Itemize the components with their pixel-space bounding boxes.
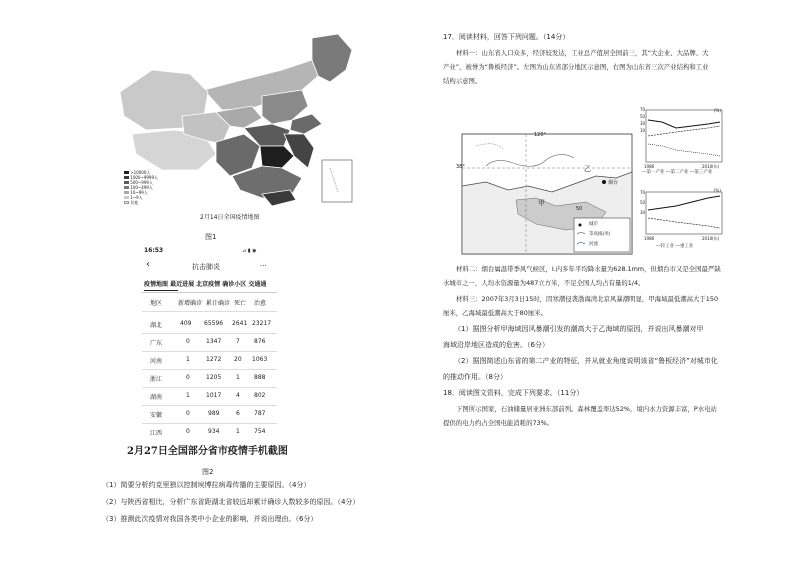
table-row[interactable]: 浙江 0 1205 1 888 — [142, 370, 277, 388]
top-chart-ylabel: (%) — [714, 108, 721, 113]
region-hubei — [260, 146, 294, 168]
top-chart-xtick-end: 2010(年) — [702, 164, 720, 169]
city-label: 烟台 — [608, 180, 619, 186]
q17-sub2-line1: （2）据图简述山东省的第二产业的特征，并从就业角度说明该省“鲁板经济”对城市化 — [454, 357, 718, 365]
legend-river: 河流 — [589, 242, 598, 247]
tab-bar[interactable]: 疫情地图 最近进展 北京疫情 确诊小区 交通通 — [144, 281, 267, 288]
label-yi: 乙 — [584, 165, 591, 173]
bottom-chart-xtick-start: 1986 — [644, 236, 655, 241]
table-row[interactable]: 江西 0 934 1 754 — [150, 428, 266, 437]
status-icons: ⊿ ▮ ◉ — [242, 248, 257, 254]
top-chart-yticks: 70 50 30 10 — [640, 107, 646, 133]
material1-line3: 结构示意图。 — [443, 77, 482, 85]
table-row[interactable]: 湖北 409 65596 2641 23217 — [142, 316, 277, 334]
table-row[interactable]: 安徽 0 989 6 787 — [142, 406, 277, 424]
table-row[interactable]: 广东 0 1347 7 876 — [142, 334, 277, 352]
phone-screenshot — [142, 246, 277, 441]
bottom-chart-yticks: 70 50 30 — [640, 190, 646, 215]
figure-2-label: 图2 — [202, 468, 214, 476]
q17-heading: 17．阅读材料，回答下列问题。（14分） — [443, 33, 570, 41]
divider — [142, 292, 277, 293]
table-row[interactable]: 河南 1 1272 20 1063 — [142, 352, 277, 370]
legend-city: 城市 — [589, 222, 598, 227]
bottom-chart-xtick-end: 2010(年) — [702, 236, 720, 241]
bottom-chart-legend: —轻工业 —重工业 — [656, 244, 694, 249]
q18-text-line2: 提供的电力约占全国电能消耗的73%。 — [443, 419, 554, 427]
status-time: 16:53 — [144, 247, 164, 254]
active-tab-underline — [144, 290, 178, 291]
label-jia: 甲 — [538, 199, 545, 207]
back-icon[interactable]: ‹ — [146, 259, 150, 270]
question-3: （3）推测此次疫情对我国各类中小企业的影响，并说出理由。（6分） — [102, 515, 318, 523]
material1-line2: 产业”，被誉为“鲁板经济”。左图为山东省部分地区示意图，右图为山东省三次产业结构和工业 — [443, 63, 709, 71]
inset-box — [322, 160, 352, 202]
map-legend: >10000人 1000~9999人 500~999人 100~499人 10~99人 1~9人 其他 — [124, 170, 158, 205]
figure-1-label: 图1 — [205, 233, 217, 241]
region-northeast — [312, 34, 352, 82]
top-chart-frame — [646, 110, 722, 162]
table-row[interactable]: 湖南 1 1017 4 802 — [142, 388, 277, 406]
question-1: （1）简要分析约克里独以控制埃博拉病毒传播的主要原因。（4分） — [102, 481, 311, 489]
material2-line1: 材料二：烟台属温带季风气候区，Ⅰ.内多年平均降水量为628.1mm，但烟台市又是全国最严缺 — [456, 265, 721, 273]
contour-value: 50 — [576, 206, 583, 212]
question-2: （2）与陕西省相比，分析广东省距湖北省较远却累计确诊人数较多的原因。（4分） — [102, 498, 360, 506]
material3-line2: 厘米，乙海域最低潮高大于80厘米。 — [443, 309, 547, 317]
q17-sub1-line1: （1）据图分析甲海域因风暴潮引发的潮高大于乙海域的原因，并说出风暴潮对甲 — [454, 325, 704, 333]
longitude-label: 120° — [534, 132, 547, 138]
table-header: 地区 新增确诊 累计确诊 死亡 治愈 — [142, 294, 277, 312]
shandong-diagram — [456, 106, 728, 258]
material2-line2: 水城市之一，人均水资源量为487立方米，不足全国人均占有量的1/4。 — [443, 279, 645, 287]
top-chart-legend: —第一产业 —第二产业 —第三产业 — [642, 170, 713, 175]
legend-contour: 等高线(米) — [589, 232, 611, 237]
phone-caption: 2月27日全国部分省市疫情手机截图 — [127, 446, 288, 457]
q17-sub2-line2: 的推动作用。（8分） — [443, 373, 507, 381]
bottom-chart-frame — [646, 192, 722, 234]
city-yantai-dot — [602, 180, 606, 184]
material1-line1: 材料一：山东省人口众多，经济较发达，工业总产值居全国前三，其“大企业、大品牌、大 — [456, 49, 709, 57]
more-icon[interactable]: ··· — [260, 262, 267, 270]
top-chart-xtick-start: 1986 — [644, 164, 655, 169]
latitude-label: 38° — [456, 164, 465, 170]
material3-line1: 材料三：2007年3月3日15时，因寒潮侵袭渤海湾北京风暴潮明显，甲海域最低潮高大于150 — [456, 295, 719, 303]
bottom-chart-ylabel: (%) — [714, 188, 721, 193]
map-caption: 2月14日全国疫情地图 — [200, 214, 260, 221]
q18-text-line1: 下图所示国家，石油储量居亚洲东部前列。森林覆盖率达52%，境内水力资源丰富，P水电站 — [456, 405, 717, 413]
nav-title: 抗击肺炎 — [192, 263, 220, 271]
q18-heading: 18．阅读图文资料，完成下列要求。（11分） — [443, 389, 584, 397]
q17-sub1-line2: 海域沿岸地区造成的危害。（6分） — [443, 341, 549, 349]
china-epidemic-map — [112, 30, 357, 210]
